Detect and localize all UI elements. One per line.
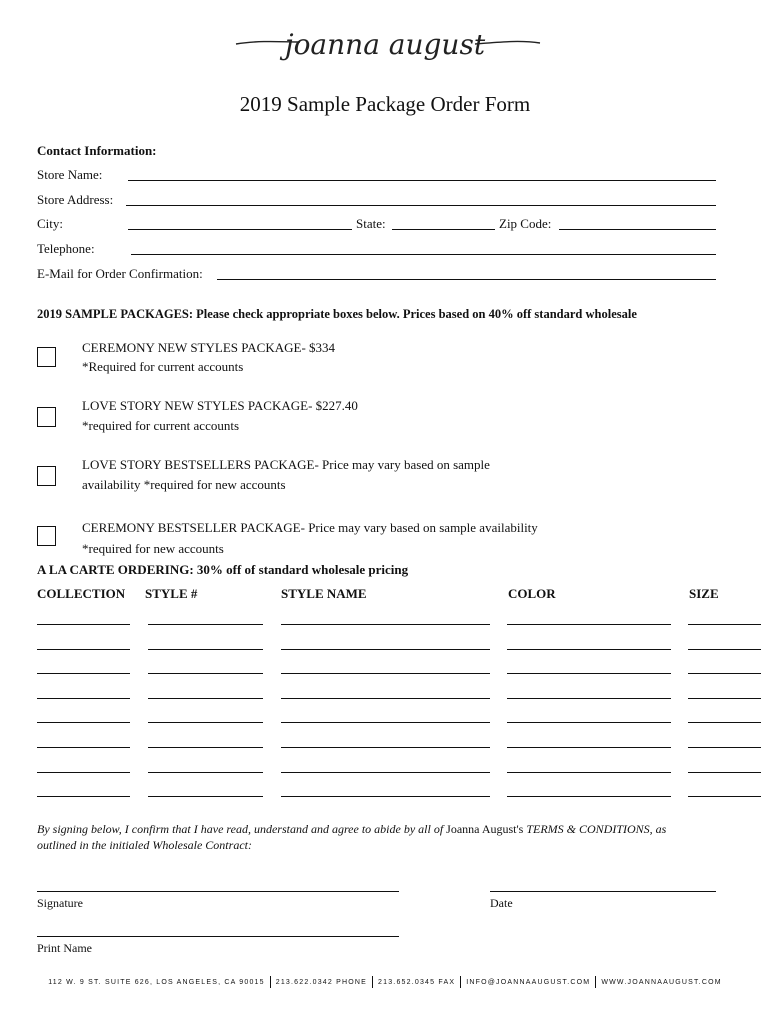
- column-header-style-number: STYLE #: [145, 586, 198, 601]
- order-line-color-field[interactable]: [507, 698, 671, 699]
- store-name-field[interactable]: [128, 180, 716, 181]
- order-line-size-field[interactable]: [688, 772, 761, 773]
- order-line-size-field[interactable]: [688, 747, 761, 748]
- alacarte-heading: A LA CARTE ORDERING: 30% off of standard wholesale pricing: [37, 562, 409, 577]
- footer-address: 112 W. 9 ST. SUITE 626, LOS ANGELES, CA 90015: [48, 978, 265, 986]
- telephone-label: Telephone:: [37, 241, 95, 256]
- order-line-color-field[interactable]: [507, 722, 671, 723]
- store-address-label: Store Address:: [37, 192, 114, 207]
- order-line-style-number-field[interactable]: [148, 796, 263, 797]
- package-checkbox-love-story-new[interactable]: [37, 407, 56, 427]
- signature-field[interactable]: [37, 891, 399, 892]
- email-field[interactable]: [217, 279, 716, 280]
- logo-text: joanna august: [284, 28, 486, 61]
- page-title: 2019 Sample Package Order Form: [239, 92, 531, 116]
- order-line-collection-field[interactable]: [37, 698, 130, 699]
- package-note-4: *required for new accounts: [82, 541, 224, 556]
- footer-divider: [460, 976, 461, 988]
- package-checkbox-ceremony-new[interactable]: [37, 347, 56, 367]
- order-line-color-field[interactable]: [507, 772, 671, 773]
- package-note-3: availability *required for new accounts: [82, 477, 286, 492]
- order-line-style-number-field[interactable]: [148, 722, 263, 723]
- order-line-color-field[interactable]: [507, 673, 671, 674]
- order-line-style-name-field[interactable]: [281, 673, 490, 674]
- package-line-1: CEREMONY NEW STYLES PACKAGE- $334: [82, 340, 336, 355]
- package-checkbox-ceremony-bestseller[interactable]: [37, 526, 56, 546]
- order-line-collection-field[interactable]: [37, 772, 130, 773]
- order-line-collection-field[interactable]: [37, 722, 130, 723]
- order-line-style-name-field[interactable]: [281, 649, 490, 650]
- column-header-color: COLOR: [508, 586, 556, 601]
- order-line-size-field[interactable]: [688, 624, 761, 625]
- order-line-color-field[interactable]: [507, 624, 671, 625]
- order-line-size-field[interactable]: [688, 722, 761, 723]
- date-field[interactable]: [490, 891, 716, 892]
- order-line-style-number-field[interactable]: [148, 624, 263, 625]
- city-field[interactable]: [128, 229, 352, 230]
- zip-label: Zip Code:: [499, 216, 552, 231]
- packages-heading: 2019 SAMPLE PACKAGES: Please check appropriate boxes below. Prices based on 40% off standard wholesale: [37, 307, 637, 321]
- agreement-text-b: Joanna August's: [443, 822, 527, 836]
- package-line-2: LOVE STORY NEW STYLES PACKAGE- $227.40: [82, 398, 358, 413]
- footer-phone: 213.622.0342 PHONE: [275, 978, 368, 986]
- state-label: State:: [356, 216, 386, 231]
- order-line-color-field[interactable]: [507, 649, 671, 650]
- footer-fax: 213.652.0345 FAX: [378, 978, 456, 986]
- telephone-field[interactable]: [131, 254, 716, 255]
- order-line-style-number-field[interactable]: [148, 673, 263, 674]
- order-line-collection-field[interactable]: [37, 649, 130, 650]
- order-line-style-name-field[interactable]: [281, 772, 490, 773]
- order-line-style-number-field[interactable]: [148, 649, 263, 650]
- footer-divider: [372, 976, 373, 988]
- order-line-collection-field[interactable]: [37, 673, 130, 674]
- state-field[interactable]: [392, 229, 495, 230]
- order-line-style-name-field[interactable]: [281, 698, 490, 699]
- order-line-style-number-field[interactable]: [148, 772, 263, 773]
- agreement-text-a: By signing below, I confirm that I have read, understand and agree to abide by all of: [37, 822, 444, 836]
- email-label: E-Mail for Order Confirmation:: [37, 266, 203, 281]
- order-line-style-name-field[interactable]: [281, 747, 490, 748]
- package-note-1: *Required for current accounts: [82, 359, 244, 374]
- signature-label: Signature: [37, 896, 83, 910]
- store-name-label: Store Name:: [37, 167, 103, 182]
- print-name-field[interactable]: [37, 936, 399, 937]
- column-header-style-name: STYLE NAME: [281, 586, 367, 601]
- package-line-3: LOVE STORY BESTSELLERS PACKAGE- Price may vary based on sample: [82, 457, 490, 472]
- package-note-2: *required for current accounts: [82, 418, 240, 433]
- order-line-size-field[interactable]: [688, 698, 761, 699]
- order-line-style-number-field[interactable]: [148, 747, 263, 748]
- order-line-size-field[interactable]: [688, 673, 761, 674]
- order-line-style-number-field[interactable]: [148, 698, 263, 699]
- city-label: City:: [37, 216, 64, 231]
- order-line-collection-field[interactable]: [37, 796, 130, 797]
- footer-email[interactable]: INFO@JOANNAAUGUST.COM: [466, 978, 591, 986]
- order-line-style-name-field[interactable]: [281, 796, 490, 797]
- order-line-style-name-field[interactable]: [281, 624, 490, 625]
- logo-signature-graphic: [0, 22, 770, 72]
- column-header-collection: COLLECTION: [37, 586, 126, 601]
- order-line-color-field[interactable]: [507, 747, 671, 748]
- agreement-text-c: TERMS & CONDITIONS, as: [526, 822, 667, 836]
- store-address-field[interactable]: [126, 205, 716, 206]
- footer-website[interactable]: WWW.JOANNAAUGUST.COM: [601, 978, 722, 986]
- order-line-style-name-field[interactable]: [281, 722, 490, 723]
- agreement-text-d: outlined in the initialed Wholesale Contract:: [37, 838, 252, 852]
- package-checkbox-love-story-bestsellers[interactable]: [37, 466, 56, 486]
- zip-field[interactable]: [559, 229, 716, 230]
- package-line-4: CEREMONY BESTSELLER PACKAGE- Price may vary based on sample availability: [82, 520, 538, 535]
- order-line-color-field[interactable]: [507, 796, 671, 797]
- order-line-size-field[interactable]: [688, 796, 761, 797]
- column-header-size: SIZE: [689, 586, 719, 601]
- contact-heading: Contact Information:: [37, 143, 157, 158]
- agreement-text: [37, 821, 737, 853]
- brand-logo: [0, 22, 770, 72]
- order-line-size-field[interactable]: [688, 649, 761, 650]
- footer-divider: [270, 976, 271, 988]
- footer-contact-bar: [0, 976, 770, 988]
- order-line-collection-field[interactable]: [37, 747, 130, 748]
- print-name-label: Print Name: [37, 941, 92, 955]
- footer-divider: [595, 976, 596, 988]
- date-label: Date: [490, 896, 513, 910]
- order-line-collection-field[interactable]: [37, 624, 130, 625]
